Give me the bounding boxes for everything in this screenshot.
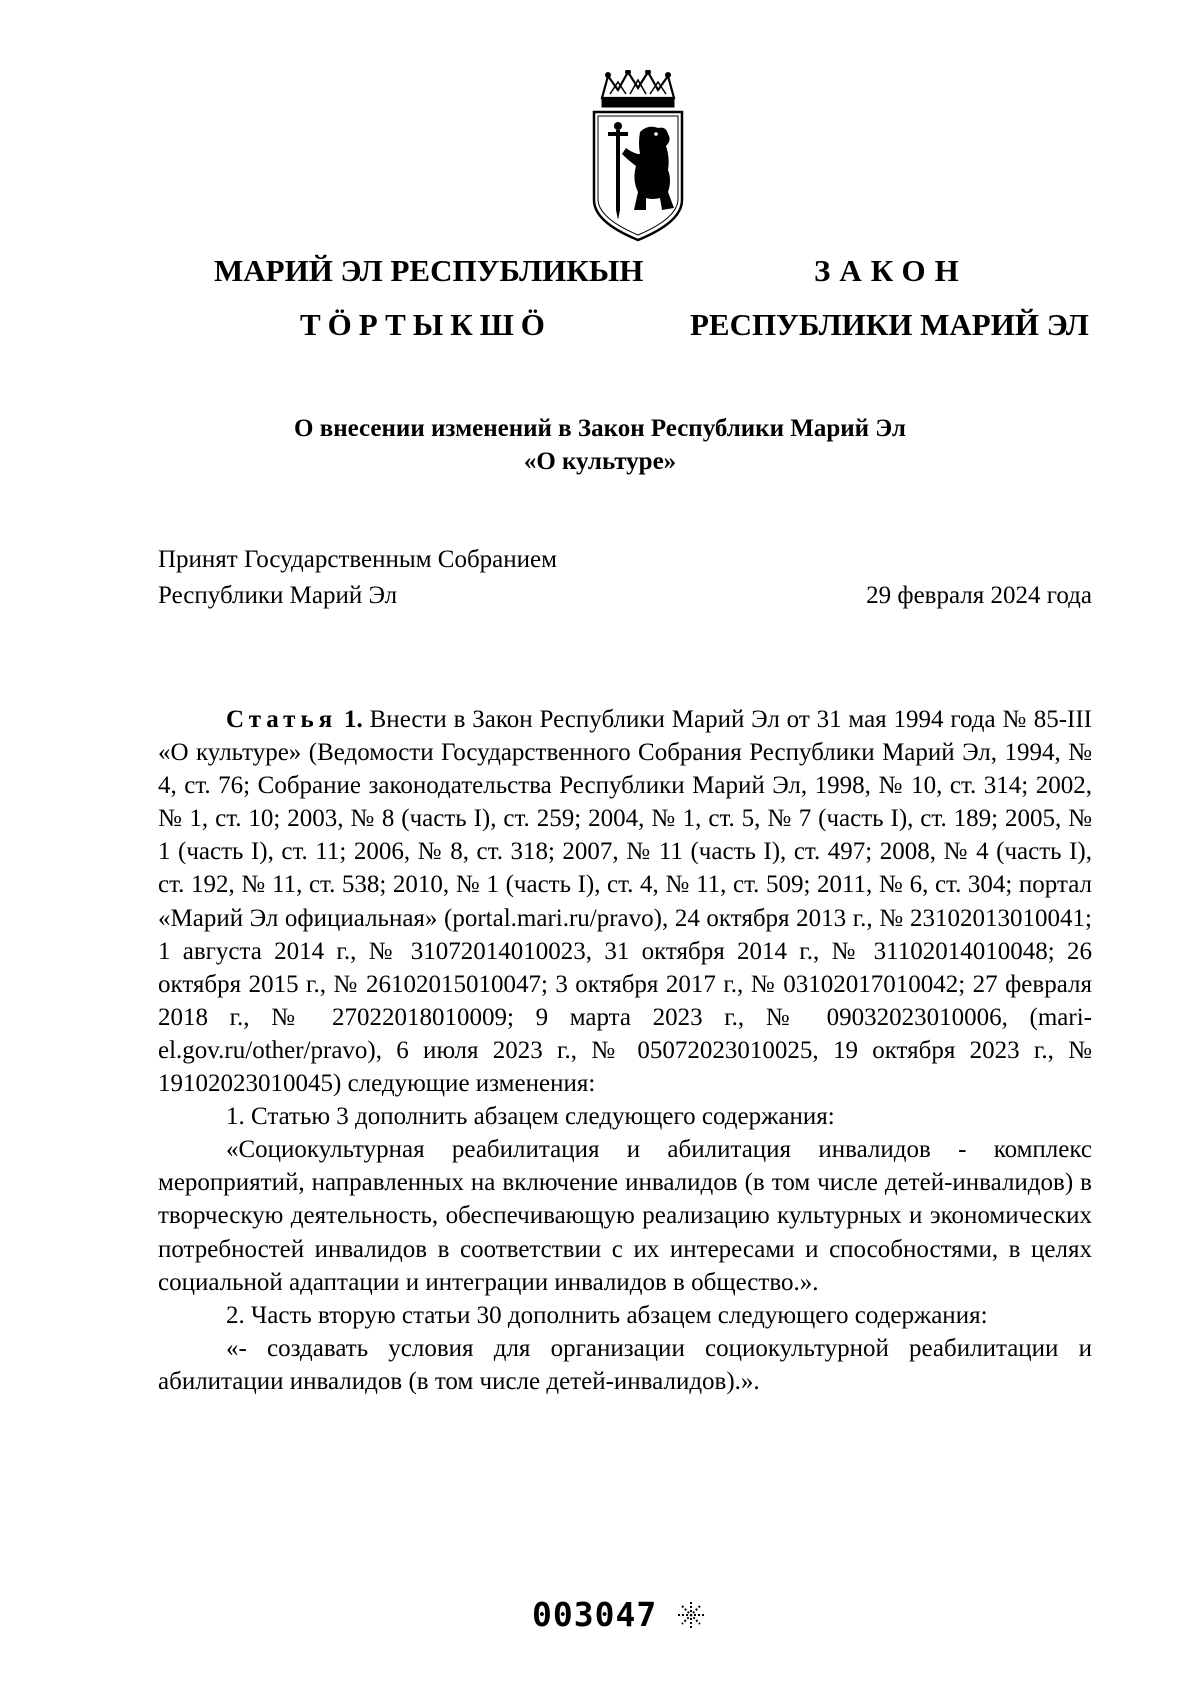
article-number: 1. [344,706,363,733]
document-title [0,412,1200,478]
title-line-2: «О культуре» [523,448,677,475]
asterisk-mark-icon [676,1600,706,1630]
serial-number: 003047 [532,1595,658,1634]
article-1-text: Внести в Закон Республики Марий Эл от 31 мая 1994 года № 85-III «О культуре» (Ведомости Государственного Собрания Республики Марий Эл, 1994, № 4, ст. 76; Собрание законодательства Республики Марий Эл, 1998, № 10, ст. 314; 2002, № 1, ст. 10; 2003, № 8 (часть I), ст. 259; 2004, № 1, ст. 5, № 7 (часть I), ст. 189; 2005, № 1 (часть I), ст. 11; 2006, № 8, ст. 318; 2007, № 11 (часть I), ст. 497; 2008, № 4 (часть I), ст. 192, № 11, ст. 538; 2010, № 1 (часть I), ст. 4, № 11, ст. 509; 2011, № 6, ст. 304; портал «Марий Эл официальная» (portal.mari.ru/pravo), 24 октября 2013 г., № 23102013010041; 1 августа 2014 г., № 31072014010023, 31 октября 2014 г., № 31102014010048; 26 октября 2015 г., № 26102015010047; 3 октября 2017 г., № 03102017010042; 27 февраля 2018 г., № 27022018010009; 9 марта 2023 г., № 09032023010006, (mari-el.gov.ru/other/pravo), 6 июля 2023 г., № 05072023010025, 19 октября 2023 г., № 19102023010045) следующие изменения: [158,706,1092,1098]
adoption-date: 29 февраля 2024 года [866,582,1092,609]
adoption-line-1: Принят Государственным Собранием [158,546,557,573]
sword-icon [608,122,628,220]
header-law-mari: ТӦРТЫКШӦ [300,307,552,342]
header-law-title: ЗАКОН [814,253,968,288]
coat-of-arms-emblem [588,70,688,245]
title-line-1: О внесении изменений в Закон Республики Марий Эл [294,415,906,442]
crown-icon [602,70,674,107]
item-2: 2. Часть вторую статьи 30 дополнить абзацем следующего содержания: [226,1301,988,1329]
adoption-line-2: Республики Марий Эл [158,582,398,609]
bear-icon [622,127,674,210]
article-label: Статья [226,706,338,733]
article-1-paragraph [158,703,1092,1100]
item-1: 1. Статью 3 дополнить абзацем следующего содержания: [226,1103,835,1131]
header-republic-mari-el: РЕСПУБЛИКИ МАРИЙ ЭЛ [690,307,1089,342]
item-2-quote: «- создавать условия для организации социокультурной реабилитации и абилитации инвалидов (в том числе детей-инвалидов).». [158,1334,1092,1395]
adoption-info [158,542,557,614]
header-republic-mari-el-mari: МАРИЙ ЭЛ РЕСПУБЛИКЫН [214,253,644,288]
document-body [158,703,1092,1398]
item-1-quote: «Социокультурная реабилитация и абилитация инвалидов - комплекс мероприятий, направленных на включение инвалидов (в том числе детей-инвалидов) в творческую деятельность, обеспечивающую реализацию культурных и экономических потребностей инвалидов в соответствии с их интересами и способностями, в целях социальной адаптации и интеграции инвалидов в общество.». [158,1136,1092,1296]
